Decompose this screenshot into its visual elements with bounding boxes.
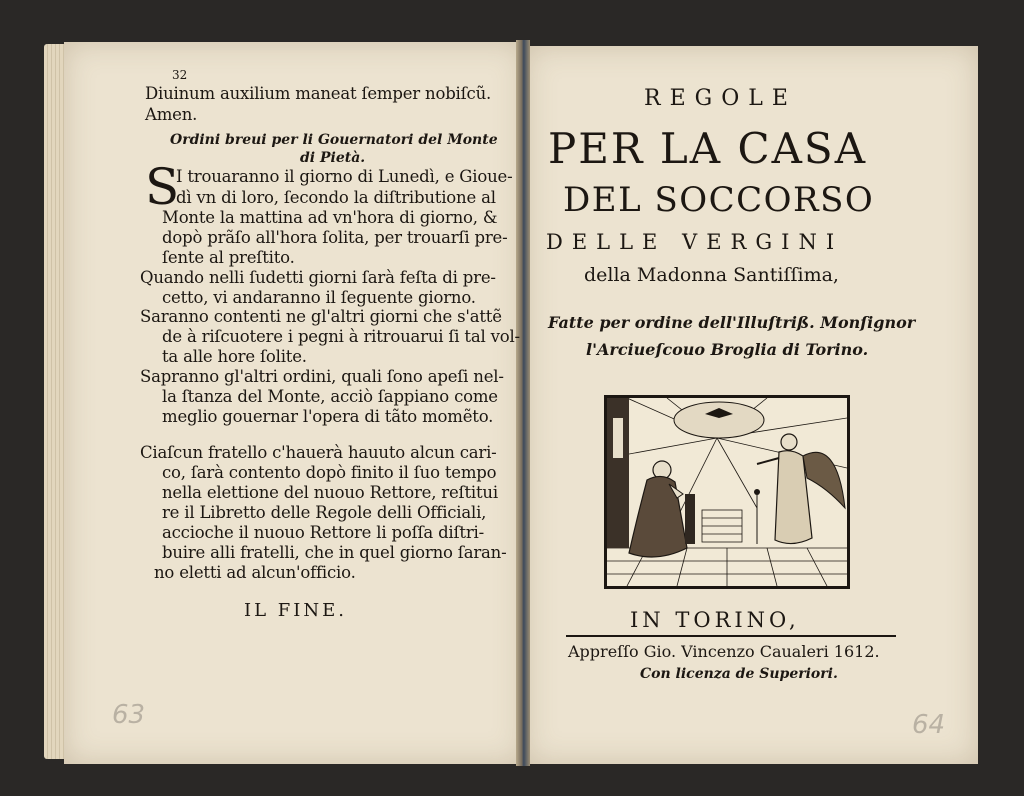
pencil-folio: 63: [112, 700, 146, 730]
text-line: I trouaranno il giorno di Lunedì, e Gioue-: [176, 167, 513, 186]
section-heading: Ordini breui per li Gouernatori del Monte: [170, 132, 498, 148]
text-line: dopò prãſo all'hora ſolita, per trouarſi pre-: [162, 228, 508, 247]
text-line: Diuinum auxilium maneat ſemper nobiſcũ.: [145, 84, 492, 103]
imprint-printer: Appreſſo Gio. Vincenzo Caualeri 1612.: [568, 642, 880, 661]
text-line: Saranno contenti ne gl'altri giorni che s'attẽ: [140, 307, 502, 326]
title-line: Fatte per ordine dell'Illuſtriß. Monſignor: [548, 313, 916, 332]
text-line: de à riſcuotere i pegni à ritrouarui ſi tal vol-: [162, 327, 520, 346]
drop-capital: S: [145, 158, 180, 216]
text-line: meglio gouernar l'opera di tãto momẽto.: [162, 407, 494, 426]
text-line: no eletti ad alcun'officio.: [154, 563, 356, 582]
text-line: Monte la mattina ad vn'hora di giorno, &: [162, 208, 498, 227]
title-line: della Madonna Santiſſima,: [584, 264, 839, 286]
text-line: accioche il nuouo Rettore li poſſa diſtri-: [162, 523, 484, 542]
text-line: Ciaſcun fratello c'hauerà hauuto alcun cari-: [140, 443, 497, 462]
pencil-folio: 64: [912, 710, 946, 740]
text-line: ſente al preſtito.: [162, 248, 295, 267]
title-line: DELLE VERGINI: [546, 230, 844, 254]
book-gutter: [516, 40, 530, 766]
text-line: co, ſarà contento dopò finito il ſuo tempo: [162, 463, 497, 482]
text-line: Quando nelli ſudetti giorni ſarà feſta di pre-: [140, 268, 496, 287]
title-line: l'Arciueſcouo Broglia di Torino.: [586, 340, 869, 359]
text-line: cetto, vi andaranno il ſeguente giorno.: [162, 288, 476, 307]
page-number: 32: [172, 68, 188, 82]
title-line: REGOLE: [644, 86, 797, 111]
text-line: Amen.: [145, 105, 198, 124]
text-line: la ſtanza del Monte, acciò ſappiano come: [162, 387, 498, 406]
title-line: DEL SOCCORSO: [563, 180, 875, 220]
woodcut-annunciation: [604, 395, 850, 589]
section-heading: di Pietà.: [300, 150, 366, 166]
imprint-license: Con licenza de Superiori.: [640, 666, 838, 682]
imprint-rule: [566, 635, 896, 637]
text-line: nella elettione del nuouo Rettore, reſtitui: [162, 483, 498, 502]
title-line: PER LA CASA: [548, 124, 868, 173]
annunciation-illustration: [607, 398, 847, 586]
end-mark: IL FINE.: [244, 600, 347, 621]
text-line: re il Libretto delle Regole delli Officiali,: [162, 503, 487, 522]
imprint-place: IN TORINO,: [630, 608, 800, 632]
text-line: buire alli fratelli, che in quel giorno ſaran-: [162, 543, 507, 562]
text-line: Sapranno gl'altri ordini, quali ſono apeſi nel-: [140, 367, 504, 386]
text-line: ta alle hore ſolite.: [162, 347, 307, 366]
text-line: dì vn di loro, ſecondo la diſtributione al: [176, 188, 496, 207]
